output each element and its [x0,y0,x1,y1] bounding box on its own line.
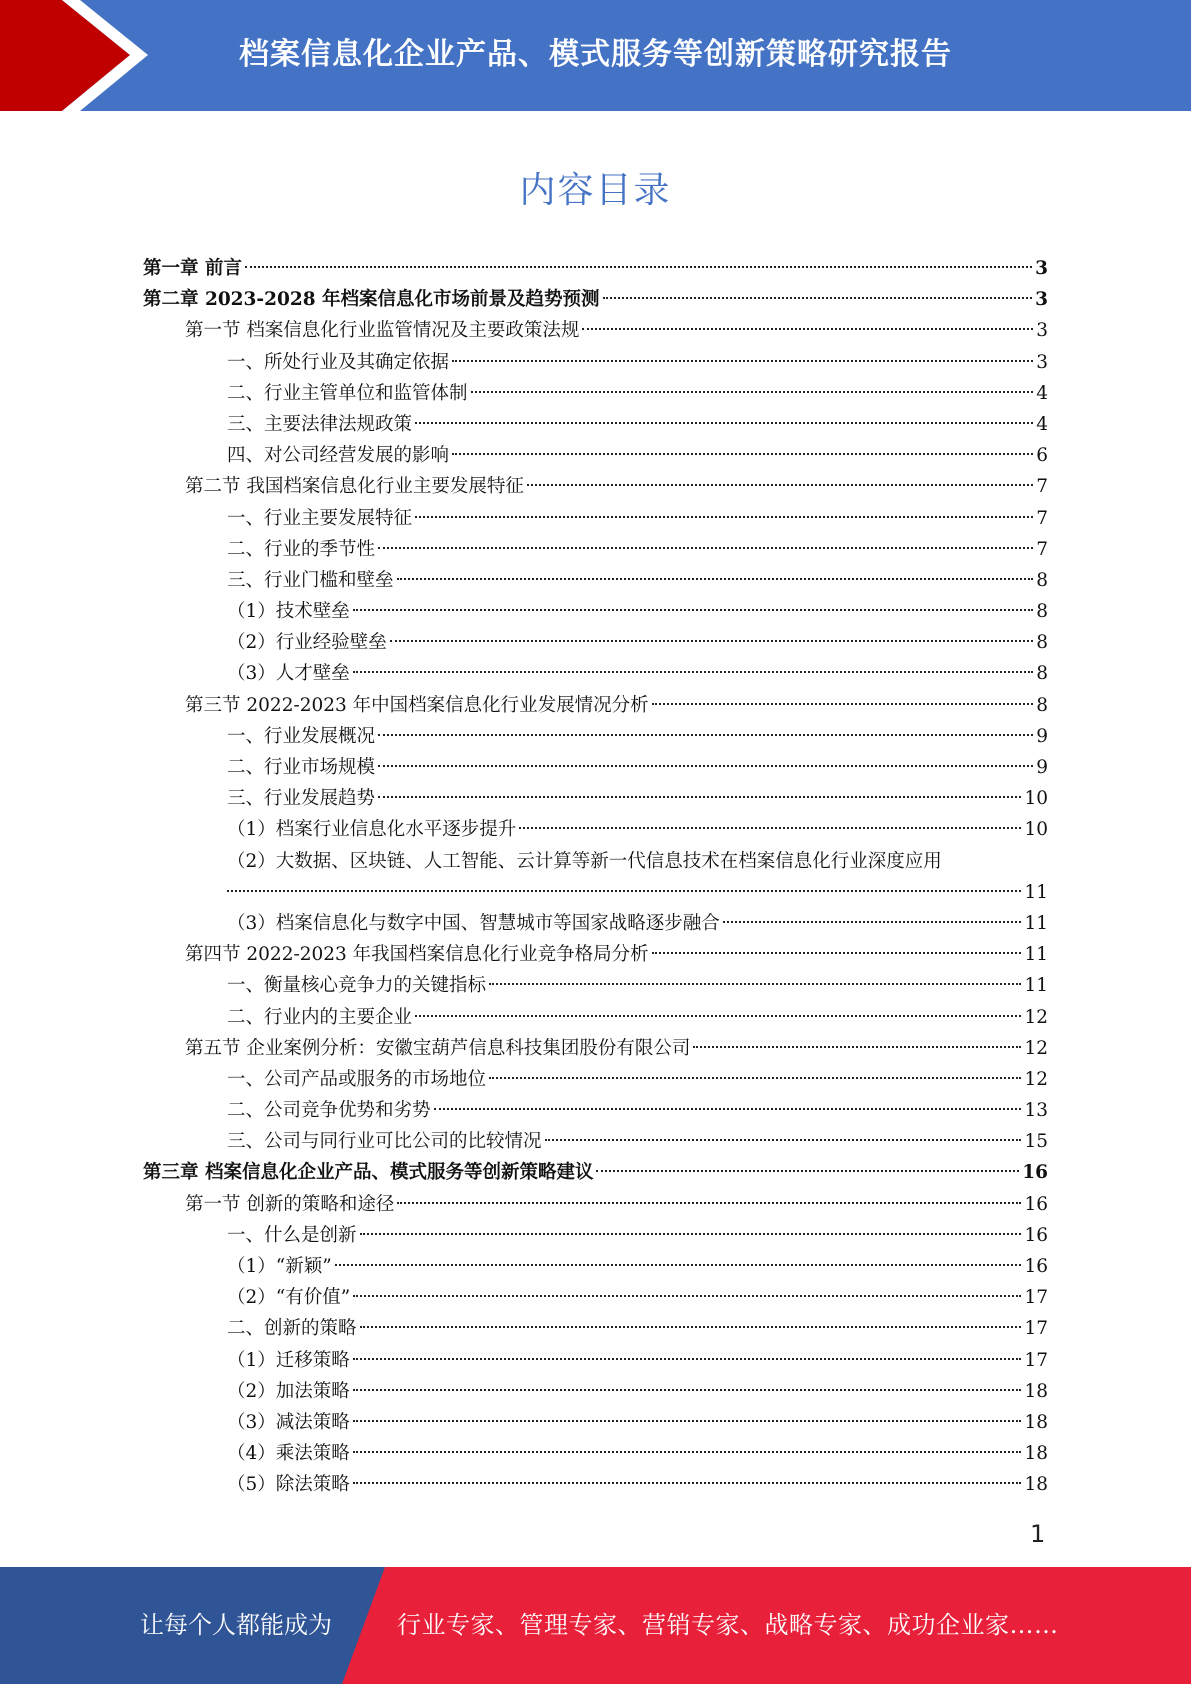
toc-entry[interactable] [143,534,1048,565]
toc-entry-label: 一、什么是创新 [227,1224,357,1246]
page-header [0,0,1191,111]
toc-entry-label: （3）人才壁垒 [227,663,350,685]
toc-entry-label: 二、公司竞争优势和劣势 [227,1100,431,1122]
toc-page-number: 11 [1024,881,1048,903]
toc-entry-label: 一、衡量核心竞争力的关键指标 [227,975,487,997]
footer-slogan-left: 让每个人都能成为 [140,1611,332,1639]
toc-entry-label: 第二章 2023-2028 年档案信息化市场前景及趋势预测 [143,289,600,311]
toc-dot-leader [353,1420,1022,1422]
toc-entry-label: 二、行业市场规模 [227,757,376,778]
toc-entry[interactable] [143,315,1048,346]
toc-entry[interactable] [143,658,1048,689]
toc-dot-leader [452,360,1033,362]
toc-entry[interactable] [143,1220,1048,1251]
toc-entry[interactable] [143,1033,1048,1064]
toc-entry[interactable] [143,284,1048,315]
toc-entry-label: 第三章 档案信息化企业产品、模式服务等创新策略建议 [143,1162,594,1184]
toc-page-number: 11 [1024,944,1048,966]
table-of-contents [143,253,1048,1501]
toc-entry-label: 三、行业门槛和壁垒 [227,569,394,591]
toc-dot-leader [434,1108,1022,1110]
toc-entry-label: 三、行业发展趋势 [227,788,376,810]
toc-dot-leader [471,391,1034,393]
toc-page-number: 16 [1024,1193,1048,1215]
toc-heading: 内容目录 [519,170,672,211]
toc-page-number: 16 [1022,1162,1048,1184]
toc-entry-label: （2）大数据、区块链、人工智能、云计算等新一代信息技术在档案信息化行业深度应用 [227,850,942,872]
toc-dot-leader [360,1326,1022,1328]
toc-entry[interactable] [143,503,1048,534]
toc-entry-label: 三、公司与同行业可比公司的比较情况 [227,1131,542,1153]
toc-dot-leader [378,734,1033,736]
toc-entry-label: （3）档案信息化与数字中国、智慧城市等国家战略逐步融合 [227,912,720,934]
toc-entry[interactable] [143,347,1048,378]
toc-dot-leader [693,1046,1021,1048]
toc-page-number: 9 [1036,725,1048,747]
toc-page-number: 17 [1024,1287,1048,1309]
toc-dot-leader [397,1202,1021,1204]
toc-page-number: 8 [1036,601,1048,623]
toc-page-number: 7 [1036,476,1048,498]
toc-page-number: 13 [1024,1100,1048,1122]
toc-entry[interactable] [143,1002,1048,1033]
toc-dot-leader [227,890,1021,892]
toc-page-number: 18 [1024,1380,1048,1402]
toc-page-number: 18 [1024,1411,1048,1433]
toc-entry-label: （4）乘法策略 [227,1443,350,1465]
toc-dot-leader [415,1015,1021,1017]
toc-page-number: 3 [1035,258,1048,279]
toc-page-number: 6 [1036,445,1048,467]
toc-entry-label: 二、创新的策略 [227,1318,357,1340]
toc-entry[interactable] [143,752,1048,783]
toc-entry[interactable] [143,253,1048,284]
toc-dot-leader [378,547,1033,549]
toc-entry-label: 一、所处行业及其确定依据 [227,351,450,373]
toc-page-number: 10 [1024,819,1048,841]
toc-entry-label: 第三节 2022-2023 年中国档案信息化行业发展情况分析 [185,694,649,716]
toc-entry[interactable] [143,409,1048,440]
toc-dot-leader [723,921,1022,923]
toc-dot-leader [390,640,1033,642]
toc-dot-leader [603,297,1033,299]
toc-entry-label: 第二节 我国档案信息化行业主要发展特征 [185,476,524,498]
toc-page-number: 17 [1024,1318,1048,1340]
toc-entry[interactable] [143,1407,1048,1438]
toc-entry-continuation[interactable] [143,877,1048,908]
toc-page-number: 12 [1024,1068,1048,1090]
toc-entry[interactable] [143,814,1048,845]
toc-entry-label: 第五节 企业案例分析：安徽宝葫芦信息科技集团股份有限公司 [185,1037,691,1059]
toc-dot-leader [415,422,1033,424]
toc-dot-leader [489,983,1021,985]
page-footer [0,1567,1191,1684]
toc-entry-label: 一、公司产品或服务的市场地位 [227,1068,487,1090]
toc-entry[interactable] [143,908,1048,939]
toc-entry[interactable] [143,627,1048,658]
toc-page-number: 10 [1024,788,1048,810]
toc-entry-label: （1）“新颖” [227,1256,332,1277]
toc-page-number: 8 [1036,694,1048,716]
toc-dot-leader [415,516,1033,518]
toc-page-number: 15 [1024,1131,1048,1153]
toc-entry-label: （2）行业经验壁垒 [227,632,387,654]
toc-entry[interactable] [143,1157,1048,1188]
page-number: 1 [1030,1520,1046,1548]
toc-page-number: 16 [1024,1256,1048,1277]
toc-entry[interactable] [143,596,1048,627]
toc-entry-label: （2）“有价值” [227,1287,351,1309]
toc-entry[interactable] [143,846,1048,877]
toc-entry-label: （2）加法策略 [227,1380,350,1402]
toc-entry[interactable] [143,1438,1048,1469]
toc-entry-label: 一、行业主要发展特征 [227,507,413,529]
toc-dot-leader [452,453,1033,455]
toc-dot-leader [378,765,1033,767]
toc-page-number: 8 [1036,632,1048,654]
toc-dot-leader [378,796,1021,798]
toc-dot-leader [353,1482,1022,1484]
toc-page-number: 11 [1024,975,1048,997]
toc-dot-leader [353,671,1033,673]
toc-dot-leader [652,703,1034,705]
toc-entry[interactable] [143,1189,1048,1220]
toc-entry-label: 三、主要法律法规政策 [227,413,413,435]
toc-dot-leader [353,1389,1022,1391]
report-title [0,0,1191,102]
toc-entry[interactable] [143,690,1048,721]
toc-entry-label: 第一章 前言 [143,258,242,279]
toc-dot-leader [652,952,1022,954]
toc-page-number: 8 [1036,569,1048,591]
toc-entry[interactable] [143,721,1048,752]
toc-entry-label: （1）档案行业信息化水平逐步提升 [227,819,517,841]
toc-page-number: 9 [1036,757,1048,778]
toc-entry-label: 第一节 创新的策略和途径 [185,1193,395,1215]
toc-entry-label: 四、对公司经营发展的影响 [227,445,450,467]
toc-page-number: 8 [1036,663,1048,685]
toc-dot-leader [245,266,1032,268]
toc-entry[interactable] [143,1345,1048,1376]
toc-page-number: 18 [1024,1443,1048,1465]
toc-dot-leader [335,1264,1022,1266]
toc-entry-label: 二、行业内的主要企业 [227,1006,413,1028]
toc-page-number: 3 [1035,289,1048,311]
toc-entry[interactable] [143,440,1048,471]
toc-page-number: 3 [1036,320,1048,342]
toc-dot-leader [489,1077,1021,1079]
toc-dot-leader [519,827,1021,829]
footer-slogan-right: 行业专家、管理专家、营销专家、战略专家、成功企业家…… [397,1611,1059,1639]
toc-entry[interactable] [143,1313,1048,1344]
toc-dot-leader [545,1139,1022,1141]
toc-entry-label: 第一节 档案信息化行业监管情况及主要政策法规 [185,320,580,342]
toc-entry[interactable] [143,565,1048,596]
toc-entry[interactable] [143,471,1048,502]
toc-dot-leader [397,578,1034,580]
toc-entry[interactable] [143,1126,1048,1157]
toc-page-number: 4 [1036,413,1048,435]
toc-entry[interactable] [143,1064,1048,1095]
toc-entry[interactable] [143,1251,1048,1282]
toc-entry[interactable] [143,1095,1048,1126]
toc-dot-leader [353,1295,1021,1297]
toc-dot-leader [360,1233,1022,1235]
toc-entry[interactable] [143,939,1048,970]
toc-page-number: 16 [1024,1224,1048,1246]
toc-entry[interactable] [143,970,1048,1001]
toc-entry-label: （5）除法策略 [227,1474,350,1496]
toc-entry[interactable] [143,783,1048,814]
toc-entry-label: 二、行业的季节性 [227,538,376,560]
toc-page-number: 12 [1024,1037,1048,1059]
toc-entry-label: 二、行业主管单位和监管体制 [227,382,468,404]
toc-dot-leader [596,1170,1019,1172]
toc-entry[interactable] [143,378,1048,409]
toc-entry-label: （3）减法策略 [227,1411,350,1433]
report-title-text: 档案信息化企业产品、模式服务等创新策略研究报告 [239,37,952,72]
toc-page-number: 17 [1024,1349,1048,1371]
toc-page-number: 3 [1036,351,1048,373]
toc-dot-leader [582,328,1033,330]
toc-dot-leader [353,1451,1022,1453]
toc-entry[interactable] [143,1376,1048,1407]
toc-entry[interactable] [143,1469,1048,1500]
toc-dot-leader [527,484,1033,486]
toc-page-number: 7 [1036,507,1048,529]
toc-page-number: 7 [1036,538,1048,560]
toc-entry-label: 第四节 2022-2023 年我国档案信息化行业竞争格局分析 [185,944,649,966]
toc-page-number: 4 [1036,382,1048,404]
toc-page-number: 11 [1024,912,1048,934]
toc-entry-label: （1）迁移策略 [227,1349,350,1371]
toc-page-number: 12 [1024,1006,1048,1028]
toc-page-number: 18 [1024,1474,1048,1496]
toc-dot-leader [353,1358,1022,1360]
toc-entry-label: 一、行业发展概况 [227,725,376,747]
toc-entry[interactable] [143,1282,1048,1313]
toc-entry-label: （1）技术壁垒 [227,601,350,623]
toc-dot-leader [353,609,1033,611]
